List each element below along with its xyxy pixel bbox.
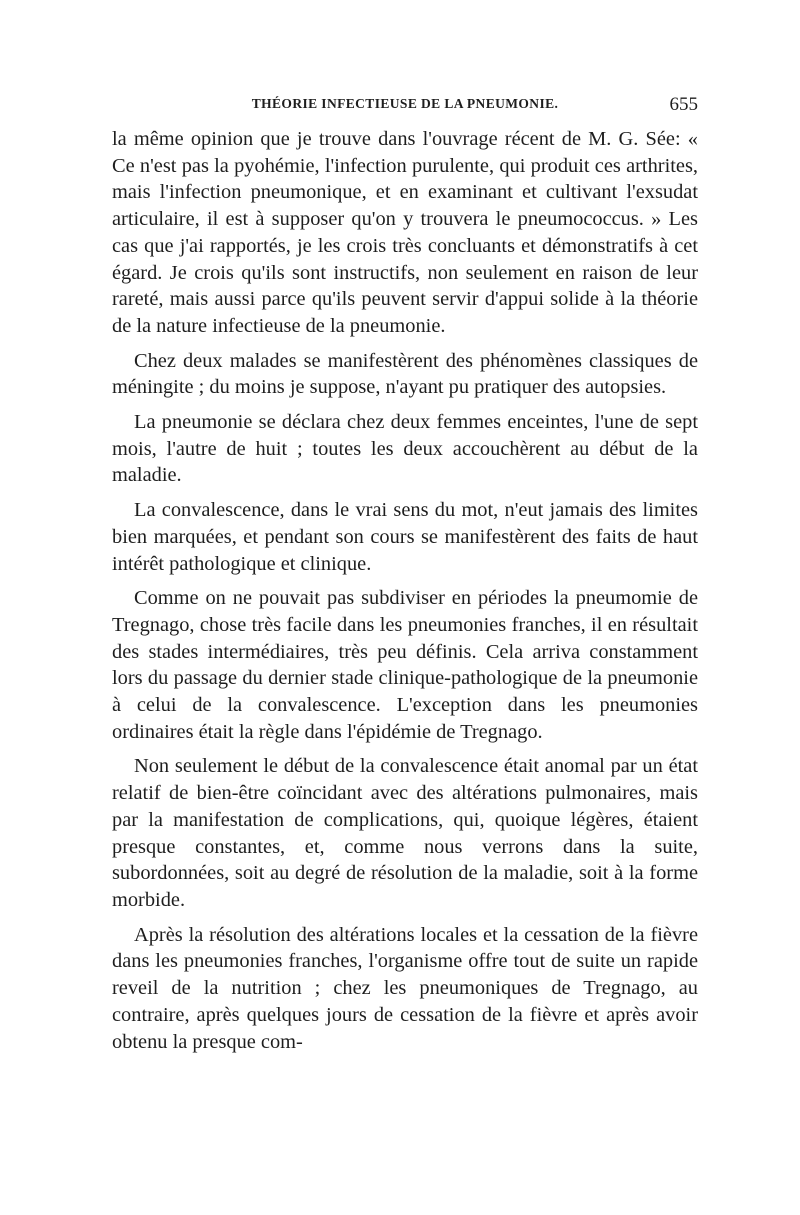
paragraph-continued: la même opinion que je trouve dans l'ouvrage récent de M. G. Sée: « Ce n'est pas la pyohémie, l'infection purulente, qui produit ces arthrites, mais l'infection pneumonique, et en examinant et cultivant l'exsudat articulaire, il est à supposer qu'on y trouvera le pneumococcus. » Les cas que j'ai rapportés, je les crois très concluants et démonstratifs à cet égard. Je crois qu'ils sont instructifs, non seulement en raison de leur rareté, mais aussi parce qu'ils peuvent servir d'appui solide à la théorie de la nature infectieuse de la pneumonie. [112,128,698,337]
page-number: 655 [669,94,698,115]
running-title: THÉORIE INFECTIEUSE DE LA PNEUMONIE. [251,96,559,111]
book-page [112,94,698,1063]
paragraph-resolution: Après la résolution des altérations locales et la cessation de la fièvre dans les pneumonies franches, l'organisme offre tout de suite un rapide reveil de la nutrition ; chez les pneumoniques de Tregnago, au contraire, après quelques jours de cessation de la fièvre et après avoir obtenu la presque com- [112,923,698,1053]
paragraph-convalescence: La convalescence, dans le vrai sens du mot, n'eut jamais des limites bien marquées, et pendant son cours se manifestèrent des faits de haut intérêt pathologique et clinique. [112,499,698,575]
paragraph-pregnant-women: La pneumonie se déclara chez deux femmes enceintes, l'une de sept mois, l'autre de huit ; toutes les deux accouchèrent au début de la maladie. [112,411,698,487]
paragraph-meningitis: Chez deux malades se manifestèrent des phénomènes classiques de méningite ; du moins je suppose, n'ayant pu pratiquer des autopsies. [112,349,698,399]
running-header [112,94,698,120]
body-text [112,126,698,1055]
paragraph-intermediate-stages: Comme on ne pouvait pas subdiviser en périodes la pneumomie de Tregnago, chose très facile dans les pneumonies franches, il en résultait des stades intermédiaires, très peu définis. Cela arriva constamment lors du passage du dernier stade clinique-pathologique de la pneumonie à celui de la convalescence. L'exception dans les pneumonies ordinaires était la règle dans l'épidémie de Tregnago. [112,587,698,743]
paragraph-complications: Non seulement le début de la convalescence était anomal par un état relatif de bien-être coïncidant avec des altérations pulmonaires, mais par la manifestation de complications, qui, quoique légères, étaient presque constantes, et, comme nous verrons dans la suite, subordonnées, soit au degré de résolution de la maladie, soit à la forme morbide. [112,755,698,911]
